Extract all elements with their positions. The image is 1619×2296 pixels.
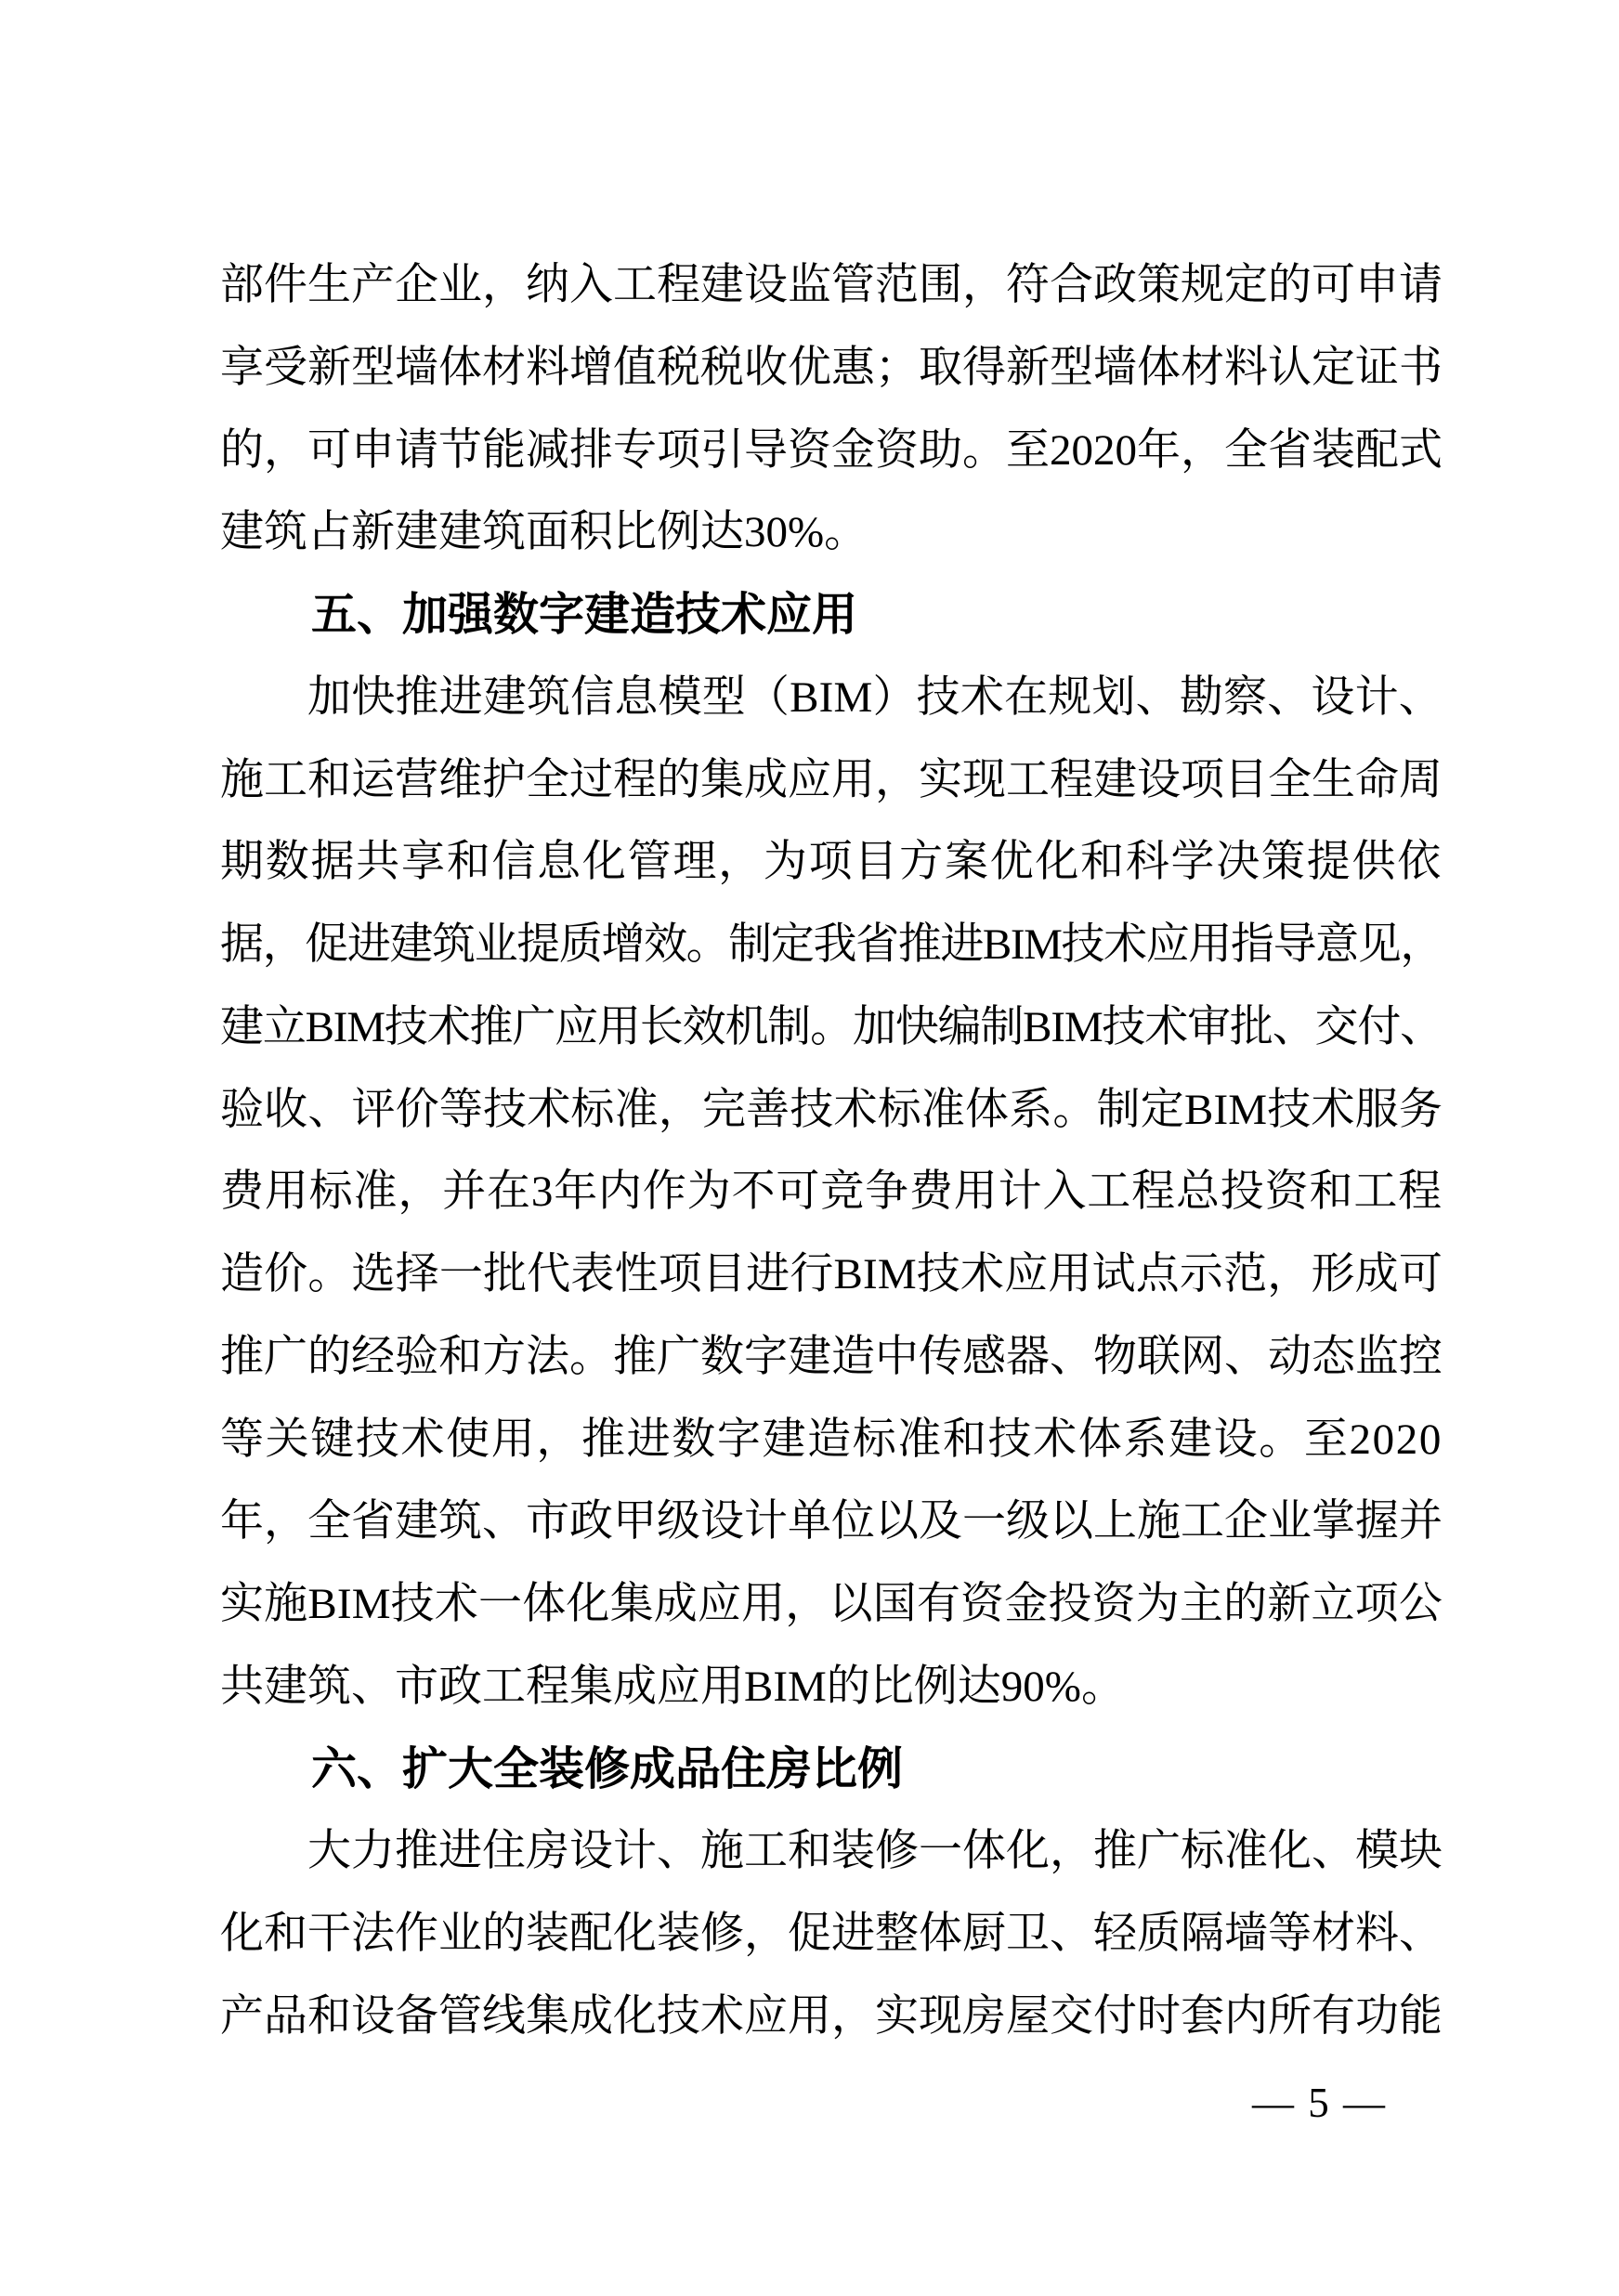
body-text-line xyxy=(220,821,1443,904)
line-text: 大力推进住房设计、施工和装修一体化，推广标准化、模块 xyxy=(307,1827,1443,1876)
section-heading xyxy=(220,1729,1443,1811)
line-text: 据，促进建筑业提质增效。制定我省推进BIM技术应用指导意见， xyxy=(220,920,1443,969)
line-text: 五、加强数字建造技术应用 xyxy=(311,590,858,640)
body-text-line xyxy=(220,739,1443,822)
line-text: 建筑占新建建筑面积比例达30%。 xyxy=(220,508,868,557)
line-text: 化和干法作业的装配化装修，促进整体厨卫、轻质隔墙等材料、 xyxy=(220,1910,1443,1958)
body-text-line xyxy=(220,244,1443,327)
line-text: 共建筑、市政工程集成应用BIM的比例达90%。 xyxy=(220,1662,1125,1711)
body-text-line xyxy=(220,1069,1443,1152)
body-text-line xyxy=(220,1481,1443,1563)
body-text-line xyxy=(220,1233,1443,1316)
body-text-line xyxy=(220,1810,1443,1893)
line-text: 期数据共享和信息化管理，为项目方案优化和科学决策提供依 xyxy=(220,838,1443,887)
line-text: 造价。选择一批代表性项目进行BIM技术应用试点示范，形成可 xyxy=(220,1250,1443,1298)
text-block xyxy=(220,244,1443,2058)
body-text-line xyxy=(220,1893,1443,1976)
body-text-line xyxy=(220,657,1443,739)
line-text: 年，全省建筑、市政甲级设计单位以及一级以上施工企业掌握并 xyxy=(220,1497,1443,1546)
line-text: 施工和运营维护全过程的集成应用，实现工程建设项目全生命周 xyxy=(220,755,1443,804)
body-text-line xyxy=(220,491,1443,574)
line-text: 的，可申请节能减排专项引导资金资助。至2020年，全省装配式 xyxy=(220,425,1443,475)
body-text-line xyxy=(220,1646,1443,1729)
line-text: 费用标准，并在3年内作为不可竞争费用计入工程总投资和工程 xyxy=(220,1168,1443,1217)
line-text: 产品和设备管线集成化技术应用，实现房屋交付时套内所有功能 xyxy=(220,1991,1443,2041)
line-text: 六、扩大全装修成品住房比例 xyxy=(311,1743,904,1794)
line-text: 验收、评价等技术标准，完善技术标准体系。制定BIM技术服务 xyxy=(220,1085,1443,1134)
line-text: 推广的经验和方法。推广数字建造中传感器、物联网、动态监控 xyxy=(220,1332,1443,1381)
body-text-line xyxy=(220,327,1443,410)
line-text: 加快推进建筑信息模型（BIM）技术在规划、勘察、设计、 xyxy=(307,672,1443,722)
line-text: 建立BIM技术推广应用长效机制。加快编制BIM技术审批、交付、 xyxy=(220,1002,1443,1051)
body-text-line xyxy=(220,1399,1443,1481)
body-text-line xyxy=(220,1316,1443,1399)
body-text-line xyxy=(220,1563,1443,1646)
body-text-line xyxy=(220,904,1443,986)
line-text: 享受新型墙体材料增值税税收优惠；取得新型墙体材料认定证书 xyxy=(220,343,1443,392)
line-text: 等关键技术使用，推进数字建造标准和技术体系建设。至2020 xyxy=(220,1415,1443,1464)
page-number: — 5 — xyxy=(1252,2080,1387,2126)
line-text: 部件生产企业，纳入工程建设监管范围，符合政策规定的可申请 xyxy=(220,261,1443,309)
section-heading xyxy=(220,574,1443,657)
line-text: 实施BIM技术一体化集成应用，以国有资金投资为主的新立项公 xyxy=(220,1580,1443,1628)
body-text-line xyxy=(220,1151,1443,1233)
body-text-line xyxy=(220,1976,1443,2058)
body-text-line xyxy=(220,410,1443,492)
body-text-line xyxy=(220,986,1443,1069)
